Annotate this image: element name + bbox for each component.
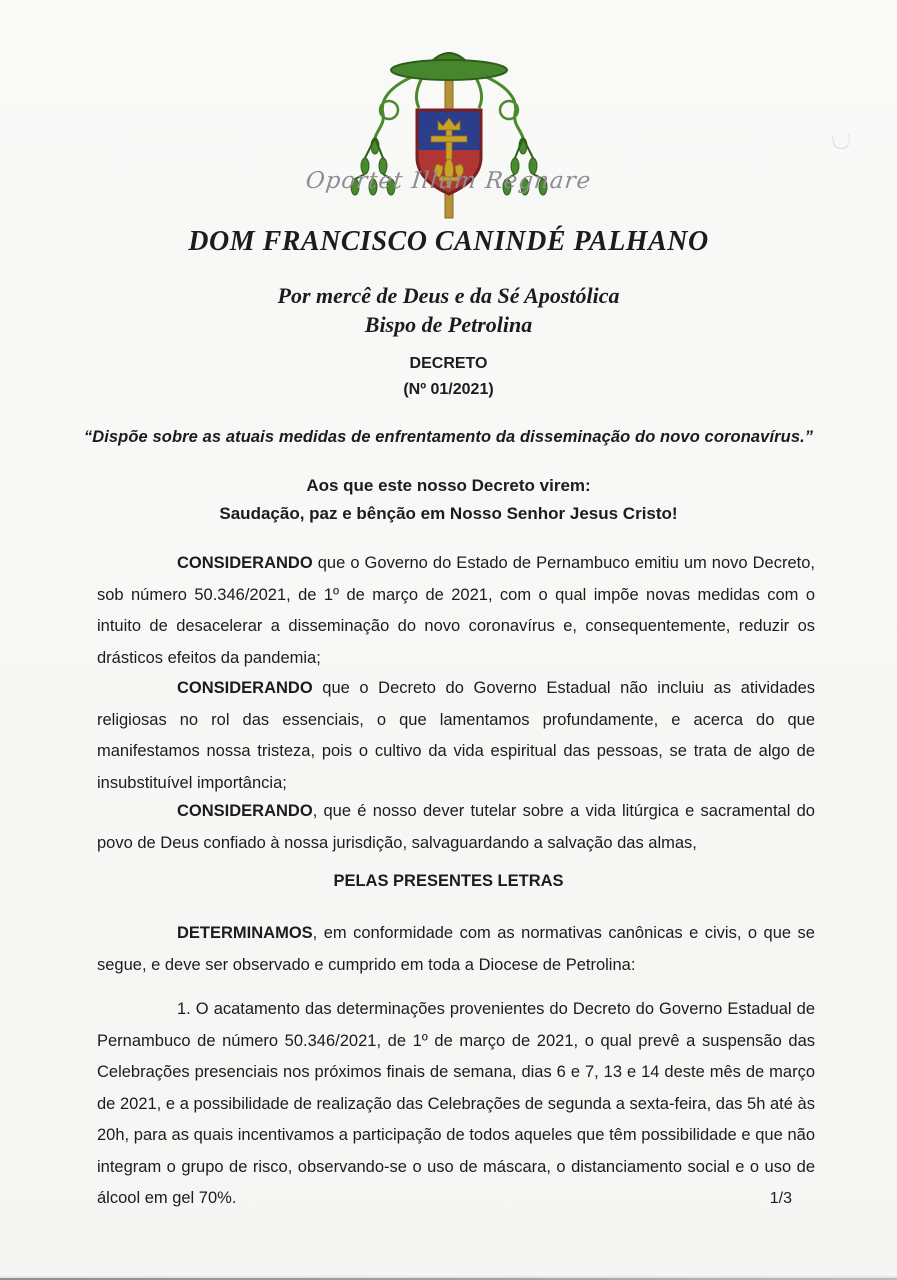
author-subtitle-line1: Por mercê de Deus e da Sé Apostólica (277, 283, 620, 308)
paragraph-text: que o Governo do Estado de Pernambuco emitiu um novo Decreto, sob número 50.346/2021, de 1º de março de 2021, com o qual impõe novas medidas com o intuito de desacelerar a disseminação do novo coronavírus e, consequentemente, reduzir os drásticos efeitos da pandemia; (97, 554, 815, 667)
paragraph-text: , em conformidade com as normativas canônicas e civis, o que se segue, e deve ser observado e cumprido em toda a Diocese de Petrolina: (97, 924, 815, 974)
salutation-line1: Aos que este nosso Decreto virem: (306, 476, 591, 495)
paragraph-considerando-2 (97, 673, 815, 799)
crest-motto: Oportet Illum Regnare (304, 168, 593, 194)
section-heading: PELAS PRESENTES LETRAS (333, 872, 564, 890)
paragraph-considerando-3 (97, 796, 815, 859)
document-type-heading: DECRETO (409, 355, 488, 372)
page-number: 1/3 (769, 1190, 792, 1207)
paragraph-text: que o Decreto do Governo Estadual não incluiu as atividades religiosas no rol das essenciais, o que lamentamos profundamente, e acerca do que manifestamos nossa tristeza, pois o cultivo da vida espiritual das pessoas, se trata de algo de insubstituível importância; (97, 679, 815, 792)
salutation-line2: Saudação, paz e bênção em Nosso Senhor Jesus Cristo! (219, 504, 678, 523)
epigraph: “Dispõe sobre as atuais medidas de enfrentamento da disseminação do novo coronavírus.” (83, 428, 814, 446)
paragraph-lead-word: CONSIDERANDO (177, 554, 313, 572)
paragraph-item-1: 1. O acatamento das determinações provenientes do Decreto do Governo Estadual de Pernambuco de número 50.346/2021, de 1º de março de 2021, o qual prevê a suspensão das Celebrações presenciais nos próximos finais de semana, dias 6 e 7, 13 e 14 deste mês de março de 2021, e a possibilidade de realização das Celebrações de segunda a sexta-feira, das 5h até às 20h, para as quais incentivamos a participação de todos aqueles que têm possibilidade e que não integram o grupo de risco, observando-se o uso de máscara, o distanciamento social e o uso de álcool em gel 70%. (97, 1000, 815, 1207)
paragraph-text: , que é nosso dever tutelar sobre a vida litúrgica e sacramental do povo de Deus confiado à nossa jurisdição, salvaguardando a salvação das almas, (97, 802, 815, 852)
paragraph-lead-word: DETERMINAMOS (177, 924, 313, 942)
document-number: (Nº 01/2021) (403, 381, 494, 398)
galero-hat-icon (391, 53, 507, 80)
paragraph-lead-word: CONSIDERANDO (177, 679, 313, 697)
paragraph-lead-word: CONSIDERANDO (177, 802, 313, 820)
paragraph-considerando-1 (97, 548, 815, 674)
document-author-title: DOM FRANCISCO CANINDÉ PALHANO (188, 226, 709, 257)
author-subtitle-line2: Bispo de Petrolina (364, 312, 533, 337)
paragraph-determinamos (97, 918, 815, 981)
